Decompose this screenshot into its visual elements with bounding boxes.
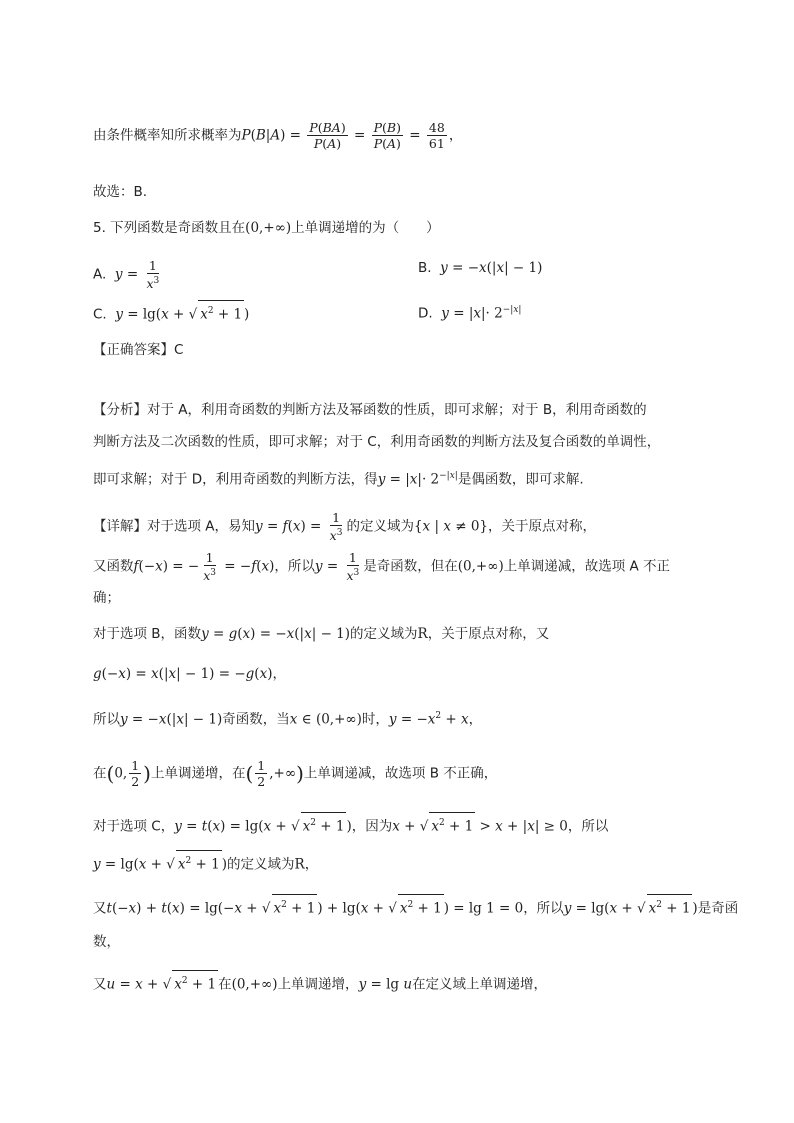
analysis-line-2: 判断方法及二次函数的性质，即可求解；对于 C，利用奇函数的判断方法及复合函数的单调性， <box>93 434 661 450</box>
text-line-2: 故选：B. <box>93 184 148 200</box>
text: ，所以 <box>523 900 564 917</box>
text: 在 <box>93 765 107 782</box>
frac-3: $\frac{48}{61}$ <box>428 120 445 151</box>
option-label: D. <box>418 305 433 322</box>
detail-line-a: 【详解】对于选项 A，易知y = f(x) = $\frac{1}{x^3}$ 的定义域为{x | x ≠ 0}，关于原点对称， <box>93 510 597 544</box>
option-label: B. <box>418 260 432 276</box>
text: 是奇函数，但在 <box>363 558 458 575</box>
detail-line-i: y = lg(x + √ $x^2 + 1$ )的定义域为R， <box>93 850 318 875</box>
frac-1: $\frac{P(BA)}{P(A)}$ <box>309 120 346 151</box>
text: ， <box>304 856 319 873</box>
text: 又函数 <box>93 558 134 575</box>
detail-line-m: 又u = x + √ $x^2 + 1$ 在(0,+∞)上单调递增，y = lg u在定义域上单调递增， <box>93 970 547 995</box>
detail-line-c: 确； <box>93 590 120 606</box>
detail-line-h: 对于选项 C，y = t(x) = lg(x + √ $x^2 + 1$ )，因为x + √ $x^2 + 1 > x + |x| \ge 0$，所以 <box>93 812 608 837</box>
text: 又 <box>93 976 107 993</box>
analysis-line-1: 【分析】对于 A，利用奇函数的判断方法及幂函数的性质，即可求解；对于 B，利用奇函数的 <box>93 402 647 418</box>
text: 对于选项 C， <box>93 818 175 835</box>
analysis-line-3: 即可求解；对于 D，利用奇函数的判断方法，得$y = |x|\cdot 2^{-|x|}$是偶函数，即可求解. <box>93 471 584 488</box>
detail-line-e: g(−x) = x(|x| − 1) = −g(x)， <box>93 666 286 682</box>
text: ，关于原点对称，又 <box>427 626 550 642</box>
text: 在定义域上单调递增， <box>412 976 548 993</box>
text: 在 <box>218 976 232 993</box>
detail-line-b: 又函数f(−x) = − $\frac{1}{x^3}$ = −f(x)，所以y = $\frac{1}{x^3}$ 是奇函数，但在(0,+∞)上单调递减，故选项 A 不正 <box>93 550 671 584</box>
text: ， <box>448 127 463 144</box>
option-d: D. $y = |x|\cdot 2^{-|x|}$ <box>418 305 522 322</box>
text: 奇函数，当 <box>222 711 290 728</box>
text: ，关于原点对称， <box>488 518 597 535</box>
text: 是偶函数，即可求解. <box>457 471 584 488</box>
text: ，因为 <box>351 818 393 835</box>
text: 对于选项 B，函数 <box>93 626 202 642</box>
text: ，所以 <box>274 558 315 575</box>
text: 又 <box>93 900 107 917</box>
text: 【详解】对于选项 A，易知 <box>93 518 256 535</box>
detail-line-d: 对于选项 B，函数y = g(x) = −x(|x| − 1)的定义域为R，关于原点对称，又 <box>93 626 550 642</box>
text: 上单调递增， <box>277 976 359 993</box>
detail-line-j: 又t(−x) + t(x) = lg(−x + √ $x^2 + 1$ ) + lg(x + √ $x^2 + 1$ ) = lg 1 = 0，所以y = lg(x + √ $x^2 + 1$ )是奇函 <box>93 894 738 919</box>
text: 即可求解；对于 D，利用奇函数的判断方法，得 <box>93 471 378 488</box>
option-c: C. y = lg(x + √ $x^2 + 1$ ) <box>93 300 249 325</box>
option-b: B. y = −x(|x| − 1) <box>418 260 543 276</box>
answer: 【正确答案】C <box>93 342 184 358</box>
text: 上单调递增，在 <box>150 765 246 782</box>
text: 是奇函 <box>697 900 739 917</box>
text: 的定义域为 <box>346 518 414 535</box>
text: 5. 下列函数是奇函数且在 <box>93 220 246 236</box>
option-label: C. <box>93 306 107 323</box>
text-line-1: 由条件概率知所求概率为P(B|A) = $\frac{P(BA)}{P(A)}$ = $\frac{P(B)}{P(A)}$ = $\frac{48}{61}$ ， <box>93 120 463 151</box>
question-5 <box>93 218 440 238</box>
frac-2: $\frac{P(B)}{P(A)}$ <box>373 120 401 151</box>
formula-conditional-prob: P <box>241 127 251 144</box>
interval: (0,+∞) <box>245 220 292 236</box>
detail-line-f: 所以y = −x(|x| − 1)奇函数，当x ∈ (0,+∞)时，$y = -x^2 + x$， <box>93 711 483 728</box>
text: 所以 <box>93 711 120 728</box>
detail-line-k: 数， <box>93 934 120 950</box>
text: 上单调递增的为（ ） <box>291 220 440 236</box>
text: 时， <box>361 711 389 728</box>
text: 上单调递减，故选项 B 不正确， <box>303 765 498 782</box>
text: 上单调递减，故选项 A 不正 <box>503 558 671 575</box>
option-a: A. y = $\frac{1}{x^3}$ <box>93 258 160 292</box>
text: 的定义域为 <box>227 856 295 873</box>
option-label: A. <box>93 266 107 283</box>
text: ，所以 <box>567 818 609 835</box>
detail-line-g: 在(0, $\frac{1}{2}$ )上单调递增，在( $\frac{1}{2}$ ,+∞)上单调递减，故选项 B 不正确， <box>93 758 498 789</box>
text: 由条件概率知所求概率为 <box>93 127 242 144</box>
text: 的定义域为 <box>350 626 418 642</box>
